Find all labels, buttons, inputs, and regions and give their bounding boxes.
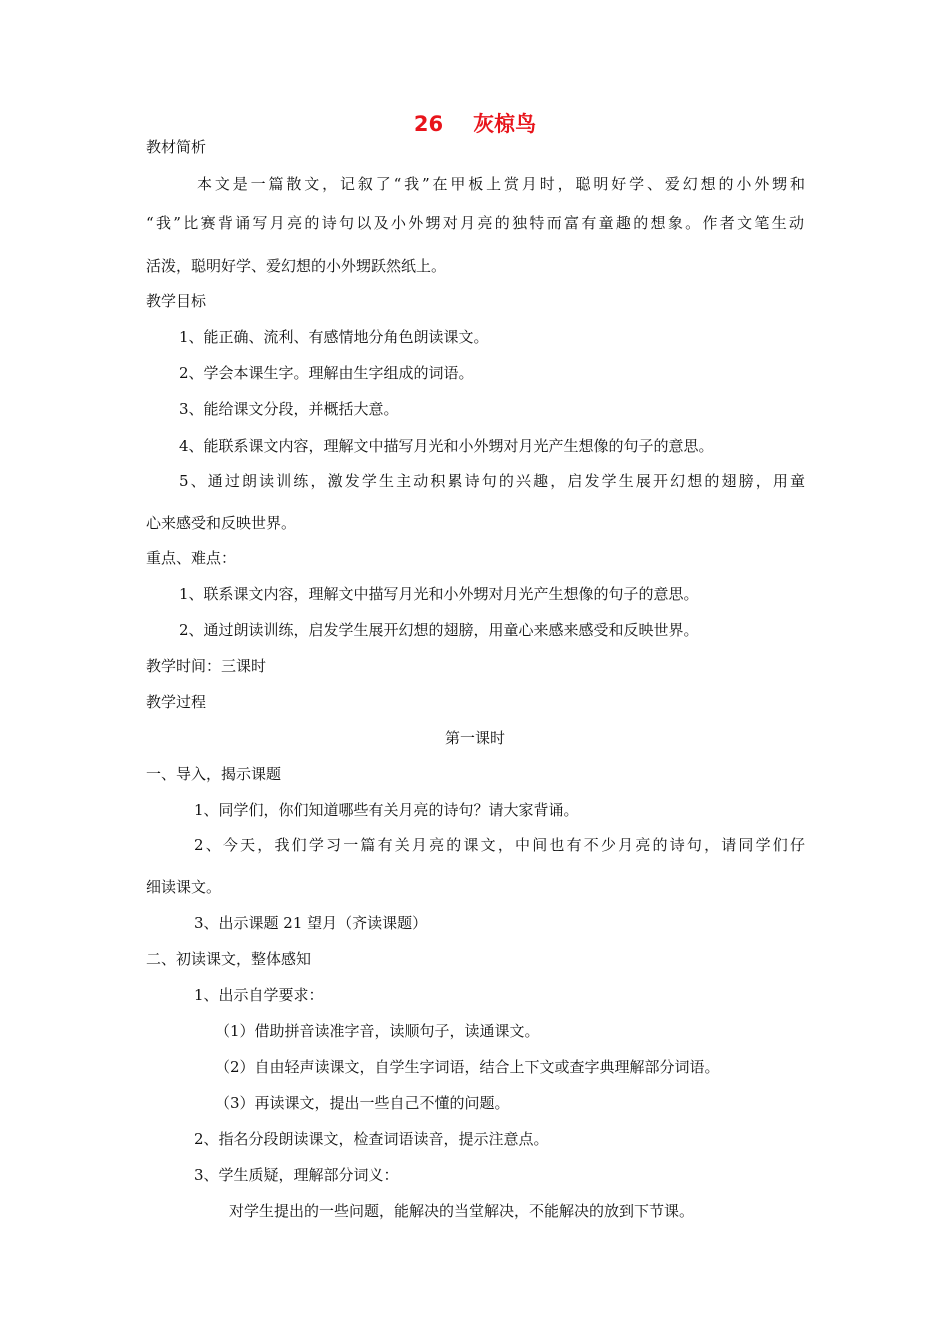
analysis-heading: 教材简析 [146, 138, 207, 156]
goal-item-4: 4、能联系课文内容，理解文中描写月光和小外甥对月光产生想像的句子的意思。 [179, 437, 714, 455]
process-heading: 教学过程 [146, 693, 207, 711]
analysis-paragraph-line-2: “我”比赛背诵写月亮的诗句以及小外甥对月亮的独特而富有童趣的想象。作者文笔生动 [146, 214, 804, 232]
goal-item-1: 1、能正确、流利、有感情地分角色朗读课文。 [179, 328, 489, 346]
part-2-item-3-text: 对学生提出的一些问题，能解决的当堂解决，不能解决的放到下节课。 [229, 1202, 695, 1220]
goals-heading: 教学目标 [146, 292, 207, 310]
part-1-item-2-line-2: 细读课文。 [146, 878, 222, 896]
goal-item-5-line-1: 5、通过朗读训练，激发学生主动积累诗句的兴趣，启发学生展开幻想的翅膀，用童 [179, 472, 805, 490]
goal-item-2: 2、学会本课生字。理解由生字组成的词语。 [179, 364, 474, 382]
key-point-2: 2、通过朗读训练，启发学生展开幻想的翅膀，用童心来感来感受和反映世界。 [179, 621, 699, 639]
title-text: 灰椋鸟 [473, 112, 537, 136]
part-1-heading: 一、导入，揭示课题 [146, 765, 282, 783]
part-2-item-2: 2、指名分段朗读课文，检查词语读音，提示注意点。 [194, 1130, 549, 1148]
part-2-subitem-3: （3）再读课文，提出一些自己不懂的问题。 [215, 1094, 510, 1112]
document-title [0, 110, 950, 138]
part-1-item-3: 3、出示课题 21 望月（齐读课题） [194, 914, 428, 932]
part-2-heading: 二、初读课文，整体感知 [146, 950, 312, 968]
title-number: 26 [413, 112, 444, 136]
key-points-heading: 重点、难点： [146, 549, 237, 567]
goal-item-5-line-2: 心来感受和反映世界。 [146, 514, 297, 532]
analysis-paragraph-line-1: 本文是一篇散文，记叙了“我”在甲板上赏月时，聪明好学、爱幻想的小外甥和 [197, 175, 805, 193]
part-1-item-1: 1、同学们，你们知道哪些有关月亮的诗句？请大家背诵。 [194, 801, 579, 819]
lesson-1-heading: 第一课时 [444, 729, 505, 747]
teaching-time: 教学时间：三课时 [146, 657, 267, 675]
part-2-item-1: 1、出示自学要求： [194, 986, 324, 1004]
analysis-paragraph-line-3: 活泼，聪明好学、爱幻想的小外甥跃然纸上。 [146, 257, 447, 275]
part-2-subitem-1: （1）借助拼音读准字音，读顺句子，读通课文。 [215, 1022, 540, 1040]
goal-item-3: 3、能给课文分段，并概括大意。 [179, 400, 399, 418]
part-2-item-3: 3、学生质疑，理解部分词义： [194, 1166, 399, 1184]
part-2-subitem-2: （2）自由轻声读课文，自学生字词语，结合上下文或查字典理解部分词语。 [215, 1058, 720, 1076]
part-1-item-2-line-1: 2、今天，我们学习一篇有关月亮的课文，中间也有不少月亮的诗句，请同学们仔 [194, 836, 805, 854]
key-point-1: 1、联系课文内容，理解文中描写月光和小外甥对月光产生想像的句子的意思。 [179, 585, 699, 603]
